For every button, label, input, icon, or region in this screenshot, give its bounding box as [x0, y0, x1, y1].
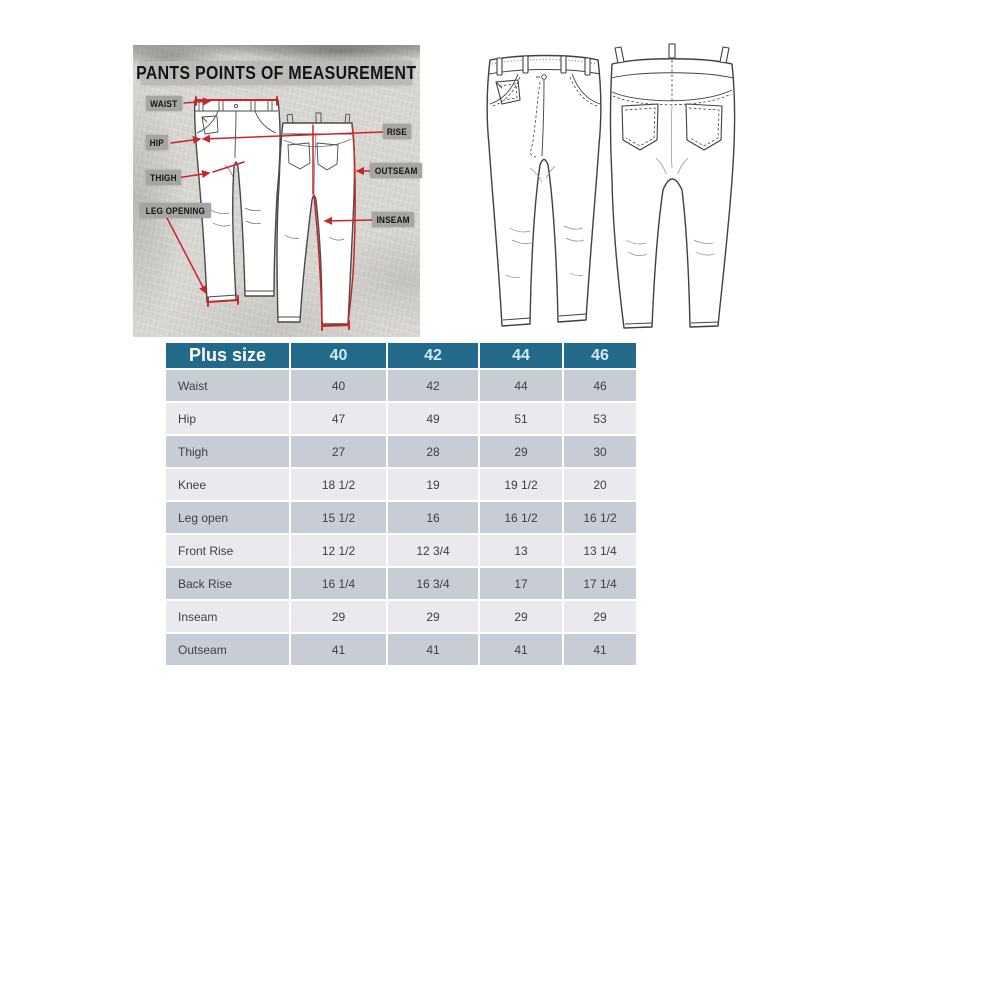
size-value: 16 1/2	[564, 502, 636, 533]
jeans-technical-flats	[460, 40, 740, 340]
diagram-title	[136, 61, 417, 85]
jeans-back-flat-icon	[611, 44, 735, 328]
size-value: 19 1/2	[480, 469, 562, 500]
row-label-outseam: Outseam	[166, 634, 289, 665]
measurement-diagram	[133, 45, 420, 337]
size-value: 27	[291, 436, 386, 467]
size-value: 19	[388, 469, 478, 500]
row-label-back-rise: Back Rise	[166, 568, 289, 599]
size-value: 12 3/4	[388, 535, 478, 566]
size-value: 29	[480, 601, 562, 632]
size-value: 18 1/2	[291, 469, 386, 500]
measurement-diagram-art	[133, 45, 420, 337]
size-column-header: 46	[564, 343, 636, 368]
pants-front-illustration	[195, 100, 281, 302]
row-label-thigh: Thigh	[166, 436, 289, 467]
jeans-front-flat-icon	[487, 56, 601, 327]
size-value: 41	[564, 634, 636, 665]
size-value: 41	[291, 634, 386, 665]
size-value: 40	[291, 370, 386, 401]
size-column-header: 42	[388, 343, 478, 368]
size-value: 44	[480, 370, 562, 401]
size-table	[166, 343, 636, 665]
size-column-header: 44	[480, 343, 562, 368]
size-column-header: 40	[291, 343, 386, 368]
size-value: 41	[480, 634, 562, 665]
measurement-label-thigh: THIGH	[146, 170, 181, 185]
measurement-label-rise: RISE	[383, 124, 411, 139]
measurement-label-outseam: OUTSEAM	[370, 163, 422, 178]
measurement-label-inseam: INSEAM	[372, 212, 414, 227]
row-label-inseam: Inseam	[166, 601, 289, 632]
size-value: 17	[480, 568, 562, 599]
size-value: 13	[480, 535, 562, 566]
size-value: 49	[388, 403, 478, 434]
size-value: 42	[388, 370, 478, 401]
size-value: 28	[388, 436, 478, 467]
measurement-label-waist: WAIST	[146, 96, 182, 111]
table-header-label: Plus size	[166, 343, 289, 368]
size-value: 17 1/4	[564, 568, 636, 599]
size-value: 16 1/4	[291, 568, 386, 599]
row-label-waist: Waist	[166, 370, 289, 401]
row-label-hip: Hip	[166, 403, 289, 434]
size-value: 29	[480, 436, 562, 467]
size-value: 20	[564, 469, 636, 500]
size-value: 16 3/4	[388, 568, 478, 599]
size-value: 29	[291, 601, 386, 632]
size-value: 47	[291, 403, 386, 434]
measurement-label-hip: HIP	[146, 135, 168, 150]
measurement-label-leg-opening: LEG OPENING	[140, 203, 211, 218]
size-value: 51	[480, 403, 562, 434]
size-value: 13 1/4	[564, 535, 636, 566]
size-value: 29	[564, 601, 636, 632]
size-value: 16	[388, 502, 478, 533]
size-value: 30	[564, 436, 636, 467]
size-value: 53	[564, 403, 636, 434]
size-value: 16 1/2	[480, 502, 562, 533]
size-value: 15 1/2	[291, 502, 386, 533]
row-label-leg-open: Leg open	[166, 502, 289, 533]
size-value: 12 1/2	[291, 535, 386, 566]
size-value: 29	[388, 601, 478, 632]
size-value: 41	[388, 634, 478, 665]
diagram-title-text: PANTS POINTS OF MEASUREMENT	[136, 62, 417, 83]
row-label-knee: Knee	[166, 469, 289, 500]
row-label-front-rise: Front Rise	[166, 535, 289, 566]
size-value: 46	[564, 370, 636, 401]
